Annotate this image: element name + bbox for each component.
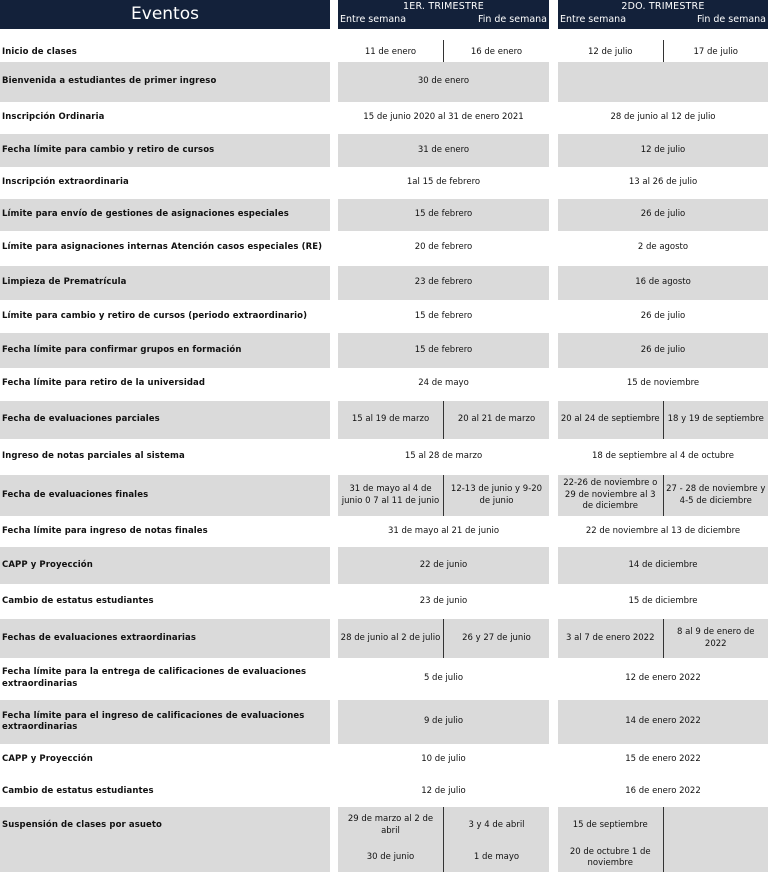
t1-weekend-date: 12-13 de junio y 9-20 de junio bbox=[450, 484, 543, 506]
t2-dates bbox=[558, 807, 768, 844]
event-label: Fecha límite para el ingreso de calificaciones de evaluaciones extraordinarias bbox=[0, 700, 330, 744]
t2-weekday-date: 3 al 7 de enero 2022 bbox=[558, 619, 664, 658]
t1-weekend-date: 3 y 4 de abril bbox=[468, 819, 525, 830]
header-trimestre-1 bbox=[338, 0, 549, 29]
t2-date: 26 de julio bbox=[558, 333, 768, 368]
t2-date: 22 de noviembre al 13 de diciembre bbox=[585, 525, 741, 536]
event-label: Inscripción Ordinaria bbox=[2, 111, 105, 122]
t1-date: 30 de enero bbox=[338, 62, 549, 102]
event-label: CAPP y Proyección bbox=[2, 754, 93, 765]
table-row bbox=[0, 807, 768, 844]
header-eventos: Eventos bbox=[0, 0, 330, 29]
header-trimestre-2 bbox=[558, 0, 768, 29]
t2-dates bbox=[558, 844, 768, 872]
event-label: Fecha límite para la entrega de calificaciones de evaluaciones extraordinarias bbox=[2, 667, 307, 689]
t1-weekday-date: 31 de mayo al 4 de junio 0 7 al 11 de junio bbox=[338, 475, 444, 516]
event-label: Inicio de clases bbox=[2, 46, 77, 57]
t2-dates bbox=[558, 619, 768, 658]
table-row bbox=[0, 102, 768, 133]
event-label: CAPP y Proyección bbox=[0, 547, 330, 584]
event-label: Cambio de estatus estudiantes bbox=[2, 595, 154, 606]
t2-weekend-date: 8 al 9 de enero de 2022 bbox=[676, 627, 755, 649]
event-label: Limpieza de Prematrícula bbox=[0, 266, 330, 300]
t1-dates bbox=[338, 401, 549, 439]
table-row bbox=[0, 368, 768, 400]
t1-date: 15 de febrero bbox=[338, 333, 549, 368]
t1-date: 24 de mayo bbox=[418, 378, 469, 389]
event-label: Fecha límite para cambio y retiro de cursos bbox=[0, 134, 330, 167]
t2-weekend-date: 27 - 28 de noviembre y 4-5 de diciembre bbox=[666, 484, 766, 506]
t2-date: 28 de junio al 12 de julio bbox=[610, 111, 716, 122]
t1-date: 23 de junio bbox=[419, 595, 468, 606]
t1-dates bbox=[338, 619, 549, 658]
t2-date: 26 de julio bbox=[640, 310, 686, 321]
t1-weekend-date: 16 de enero bbox=[470, 46, 523, 57]
table-row bbox=[0, 844, 768, 872]
t2-weekday-date: 20 al 24 de septiembre bbox=[558, 401, 664, 439]
t1-weekday-date: 30 de junio bbox=[338, 844, 444, 872]
t2-weekend-date: 17 de julio bbox=[693, 46, 739, 57]
t1-weekday-date: 28 de junio al 2 de julio bbox=[338, 619, 444, 658]
t2-weekday-date: 12 de julio bbox=[558, 40, 664, 65]
table-row bbox=[0, 199, 768, 231]
t2-weekend-date: 18 y 19 de septiembre bbox=[667, 414, 764, 425]
table-row bbox=[0, 516, 768, 547]
t1-date: 22 de junio bbox=[338, 547, 549, 584]
t2-date: 16 de enero 2022 bbox=[625, 786, 701, 797]
t1-weekend-date: 1 de mayo bbox=[473, 852, 520, 863]
t1-date: 10 de julio bbox=[421, 754, 466, 765]
t2-weekday-date: 22-26 de noviembre o 29 de noviembre al 3 de diciembre bbox=[558, 475, 664, 516]
t1-date: 15 de febrero bbox=[338, 199, 549, 231]
table-row bbox=[0, 333, 768, 368]
t1-date: 15 de junio 2020 al 31 de enero 2021 bbox=[363, 111, 524, 122]
event-label: Fecha de evaluaciones finales bbox=[0, 475, 330, 516]
event-label: Fecha de evaluaciones parciales bbox=[0, 401, 330, 439]
t2-date: 14 de enero 2022 bbox=[558, 700, 768, 744]
t2-weekend-header: Fin de semana bbox=[696, 14, 766, 25]
event-label: Límite para asignaciones internas Atención casos especiales (RE) bbox=[2, 242, 323, 253]
t1-date: 15 al 28 de marzo bbox=[404, 451, 483, 462]
t2-weekend-date bbox=[664, 844, 768, 872]
t2-date: 26 de julio bbox=[558, 199, 768, 231]
t1-date: 23 de febrero bbox=[338, 266, 549, 300]
event-label: Fecha límite para confirmar grupos en formación bbox=[0, 333, 330, 368]
t2-date: 14 de diciembre bbox=[558, 547, 768, 584]
t1-date: 31 de mayo al 21 de junio bbox=[387, 525, 500, 536]
t1-date: 20 de febrero bbox=[414, 242, 473, 253]
t1-dates bbox=[338, 475, 549, 516]
table-row bbox=[0, 134, 768, 167]
event-label: Bienvenida a estudiantes de primer ingreso bbox=[0, 62, 330, 102]
event-label: Fechas de evaluaciones extraordinarias bbox=[0, 619, 330, 658]
table-row bbox=[0, 266, 768, 300]
t2-date bbox=[558, 62, 768, 102]
t2-weekday-header: Entre semana bbox=[560, 14, 627, 25]
trimestre-1-title: 1ER. TRIMESTRE bbox=[403, 1, 484, 12]
t1-date: 1al 15 de febrero bbox=[406, 177, 481, 188]
t2-dates bbox=[558, 401, 768, 439]
table-row bbox=[0, 585, 768, 618]
trimestre-2-title: 2DO. TRIMESTRE bbox=[621, 1, 705, 12]
t1-date: 9 de julio bbox=[338, 700, 549, 744]
table-row bbox=[0, 776, 768, 808]
t1-weekday-header: Entre semana bbox=[340, 14, 407, 25]
t1-weekday-date: 15 al 19 de marzo bbox=[338, 401, 444, 439]
t2-dates bbox=[558, 475, 768, 516]
t2-date: 12 de julio bbox=[558, 134, 768, 167]
event-label: Límite para cambio y retiro de cursos (periodo extraordinario) bbox=[2, 310, 308, 321]
table-row bbox=[0, 547, 768, 584]
t1-date: 15 de febrero bbox=[414, 310, 473, 321]
table-row bbox=[0, 62, 768, 102]
t1-weekend-date: 26 y 27 de junio bbox=[462, 632, 531, 643]
table-row bbox=[0, 401, 768, 439]
event-label: Suspensión de clases por asueto bbox=[0, 807, 330, 844]
t1-dates bbox=[338, 844, 549, 872]
event-label bbox=[0, 844, 330, 872]
t2-date: 16 de agosto bbox=[558, 266, 768, 300]
event-label: Cambio de estatus estudiantes bbox=[2, 786, 154, 797]
t2-date: 15 de enero 2022 bbox=[625, 754, 701, 765]
event-label: Límite para envío de gestiones de asignaciones especiales bbox=[0, 199, 330, 231]
t1-weekend-header: Fin de semana bbox=[477, 14, 547, 25]
event-label: Fecha límite para retiro de la universidad bbox=[2, 378, 206, 389]
table-row bbox=[0, 658, 768, 699]
event-label: Inscripción extraordinaria bbox=[2, 177, 129, 188]
table-row bbox=[0, 439, 768, 475]
event-label: Fecha límite para ingreso de notas finales bbox=[2, 525, 208, 536]
table-row bbox=[0, 700, 768, 744]
t1-date: 31 de enero bbox=[338, 134, 549, 167]
t2-weekday-date: 15 de septiembre bbox=[558, 807, 664, 844]
t1-date: 5 de julio bbox=[423, 672, 464, 683]
event-label: Ingreso de notas parciales al sistema bbox=[2, 451, 185, 462]
t1-weekend-date: 20 al 21 de marzo bbox=[457, 414, 536, 425]
table-row bbox=[0, 231, 768, 265]
t2-weekday-date: 20 de octubre 1 de noviembre bbox=[558, 844, 664, 872]
t2-date: 2 de agosto bbox=[637, 242, 689, 253]
t2-date: 15 de noviembre bbox=[626, 378, 700, 389]
table-row bbox=[0, 167, 768, 199]
t2-date: 15 de diciembre bbox=[628, 595, 698, 606]
t1-date: 12 de julio bbox=[421, 786, 466, 797]
table-row bbox=[0, 745, 768, 775]
table-row bbox=[0, 475, 768, 516]
t1-weekday-date: 11 de enero bbox=[338, 40, 444, 65]
t2-date: 12 de enero 2022 bbox=[625, 672, 701, 683]
t2-weekend-date bbox=[664, 807, 768, 844]
table-row bbox=[0, 619, 768, 658]
t1-weekday-date: 29 de marzo al 2 de abril bbox=[338, 807, 444, 844]
t1-dates bbox=[338, 807, 549, 844]
table-row bbox=[0, 300, 768, 333]
t2-date: 13 al 26 de julio bbox=[628, 177, 698, 188]
t2-date: 18 de septiembre al 4 de octubre bbox=[592, 451, 734, 462]
